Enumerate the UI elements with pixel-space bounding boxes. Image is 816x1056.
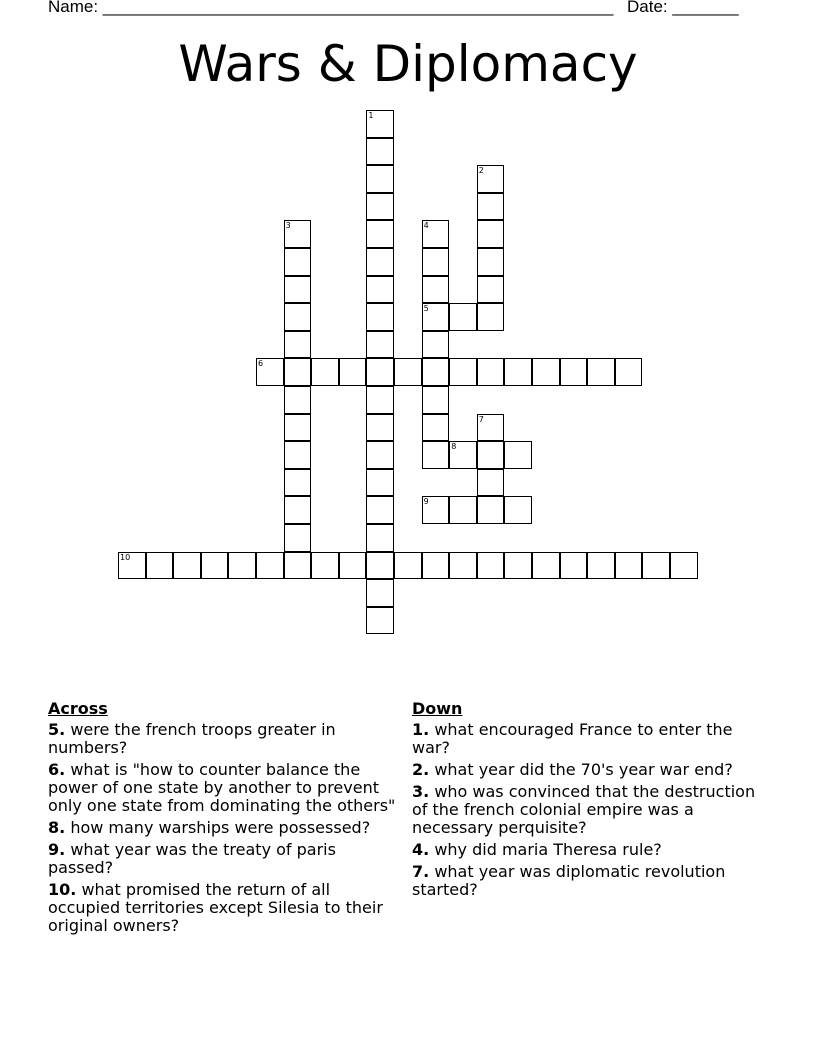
grid-cell[interactable] [504, 496, 532, 524]
clue-text: what is "how to counter balance the power of one state by another to prevent only one state from dominating the others" [48, 760, 396, 815]
grid-cell[interactable] [422, 496, 450, 524]
cell-number: 5 [423, 304, 429, 314]
down-clue-3 [412, 783, 768, 837]
grid-cell[interactable] [366, 276, 394, 304]
grid-cell[interactable] [422, 220, 450, 248]
grid-cell[interactable] [146, 552, 174, 580]
grid-cell[interactable] [366, 303, 394, 331]
grid-cell[interactable] [284, 496, 312, 524]
cell-number: 2 [478, 166, 484, 176]
grid-cell[interactable] [366, 496, 394, 524]
clue-number: 10. [48, 880, 77, 899]
grid-cell[interactable] [284, 386, 312, 414]
clue-text: who was convinced that the destruction of the french colonial empire was a necessary perquisite? [412, 782, 756, 837]
grid-cell[interactable] [366, 193, 394, 221]
across-clue-9 [48, 841, 404, 877]
clue-number: 3. [412, 782, 430, 801]
clue-number: 9. [48, 840, 66, 859]
date-field-label[interactable]: Date: _______ [627, 0, 739, 16]
grid-cell[interactable] [284, 414, 312, 442]
down-clue-1 [412, 721, 768, 757]
grid-cell[interactable] [284, 220, 312, 248]
grid-cell[interactable] [449, 552, 477, 580]
grid-cell[interactable] [477, 496, 505, 524]
grid-cell[interactable] [366, 441, 394, 469]
grid-cell[interactable] [366, 524, 394, 552]
cell-number: 8 [451, 442, 457, 452]
grid-cell[interactable] [504, 552, 532, 580]
across-clues-section [48, 700, 404, 939]
grid-cell[interactable] [118, 552, 146, 580]
grid-cell[interactable] [228, 552, 256, 580]
down-clue-list [412, 721, 768, 899]
grid-cell[interactable] [615, 552, 643, 580]
grid-cell[interactable] [366, 469, 394, 497]
grid-cell[interactable] [284, 524, 312, 552]
grid-cell[interactable] [284, 248, 312, 276]
grid-cell[interactable] [449, 441, 477, 469]
cell-number: 7 [478, 414, 484, 424]
clue-number: 2. [412, 760, 430, 779]
cell-number: 6 [258, 359, 264, 369]
grid-cell[interactable] [615, 358, 643, 386]
grid-cell[interactable] [477, 552, 505, 580]
clue-text: what encouraged France to enter the war? [412, 720, 733, 757]
down-clue-4 [412, 841, 768, 859]
grid-cell[interactable] [366, 358, 394, 386]
grid-cell[interactable] [366, 331, 394, 359]
down-heading: Down [412, 699, 463, 718]
grid-cell[interactable] [477, 414, 505, 442]
grid-cell[interactable] [173, 552, 201, 580]
grid-cell[interactable] [449, 496, 477, 524]
grid-cell[interactable] [504, 441, 532, 469]
grid-cell[interactable] [366, 248, 394, 276]
grid-cell[interactable] [284, 441, 312, 469]
grid-cell[interactable] [366, 386, 394, 414]
clue-text: why did maria Theresa rule? [434, 840, 662, 859]
grid-cell[interactable] [339, 358, 367, 386]
grid-cell[interactable] [394, 358, 422, 386]
cell-number: 9 [423, 497, 429, 507]
grid-cell[interactable] [256, 552, 284, 580]
grid-cell[interactable] [366, 220, 394, 248]
grid-cell[interactable] [422, 331, 450, 359]
grid-cell[interactable] [532, 358, 560, 386]
grid-cell[interactable] [284, 469, 312, 497]
grid-cell[interactable] [366, 110, 394, 138]
grid-cell[interactable] [587, 552, 615, 580]
grid-cell[interactable] [311, 552, 339, 580]
grid-cell[interactable] [477, 441, 505, 469]
grid-cell[interactable] [477, 248, 505, 276]
down-clue-2 [412, 761, 768, 779]
grid-cell[interactable] [504, 358, 532, 386]
grid-cell[interactable] [422, 386, 450, 414]
clue-text: what year was diplomatic revolution started? [412, 862, 726, 899]
grid-cell[interactable] [560, 358, 588, 386]
grid-cell[interactable] [449, 303, 477, 331]
across-clue-10 [48, 881, 404, 935]
grid-cell[interactable] [284, 331, 312, 359]
grid-cell[interactable] [587, 358, 615, 386]
clue-number: 7. [412, 862, 430, 881]
grid-cell[interactable] [422, 358, 450, 386]
cell-number: 10 [120, 552, 131, 562]
grid-cell[interactable] [284, 552, 312, 580]
grid-cell[interactable] [256, 358, 284, 386]
grid-cell[interactable] [311, 358, 339, 386]
grid-cell[interactable] [339, 552, 367, 580]
down-clues-section [412, 700, 768, 903]
clue-number: 1. [412, 720, 430, 739]
grid-cell[interactable] [642, 552, 670, 580]
grid-cell[interactable] [366, 579, 394, 607]
grid-cell[interactable] [284, 276, 312, 304]
grid-cell[interactable] [477, 358, 505, 386]
grid-cell[interactable] [477, 303, 505, 331]
grid-cell[interactable] [366, 607, 394, 635]
cell-number: 1 [368, 111, 374, 120]
grid-cell[interactable] [284, 358, 312, 386]
clue-number: 4. [412, 840, 430, 859]
grid-cell[interactable] [366, 165, 394, 193]
clue-text: how many warships were possessed? [70, 818, 371, 837]
grid-cell[interactable] [477, 220, 505, 248]
grid-cell[interactable] [670, 552, 698, 580]
grid-cell[interactable] [477, 165, 505, 193]
grid-cell[interactable] [366, 552, 394, 580]
grid-cell[interactable] [477, 469, 505, 497]
clue-number: 5. [48, 720, 66, 739]
clue-number: 6. [48, 760, 66, 779]
clue-number: 8. [48, 818, 66, 837]
grid-cell[interactable] [201, 552, 229, 580]
grid-cell[interactable] [422, 441, 450, 469]
across-clue-5 [48, 721, 404, 757]
grid-cell[interactable] [422, 414, 450, 442]
grid-cell[interactable] [449, 358, 477, 386]
grid-cell[interactable] [366, 414, 394, 442]
cell-number: 4 [423, 221, 429, 231]
clue-text: what year was the treaty of paris passed? [48, 840, 336, 877]
clue-text: were the french troops greater in numbers? [48, 720, 336, 757]
grid-cell[interactable] [422, 552, 450, 580]
across-clue-list [48, 721, 404, 935]
clue-text: what promised the return of all occupied territories except Silesia to their original owners? [48, 880, 383, 935]
across-clue-8 [48, 819, 404, 837]
grid-cell[interactable] [422, 276, 450, 304]
puzzle-title: Wars & Diplomacy [178, 35, 638, 93]
grid-cell[interactable] [532, 552, 560, 580]
grid-cell[interactable] [284, 303, 312, 331]
header-fields [48, 0, 768, 19]
cell-number: 3 [285, 221, 291, 231]
across-heading: Across [48, 699, 108, 718]
grid-cell[interactable] [477, 193, 505, 221]
grid-cell[interactable] [422, 303, 450, 331]
down-clue-7 [412, 863, 768, 899]
clue-text: what year did the 70's year war end? [434, 760, 733, 779]
across-clue-6 [48, 761, 404, 815]
name-field-label[interactable]: Name: ______________________________________________________ [48, 0, 614, 16]
grid-cell[interactable] [366, 138, 394, 166]
grid-cell[interactable] [560, 552, 588, 580]
grid-cell[interactable] [394, 552, 422, 580]
grid-cell[interactable] [477, 276, 505, 304]
grid-cell[interactable] [422, 248, 450, 276]
